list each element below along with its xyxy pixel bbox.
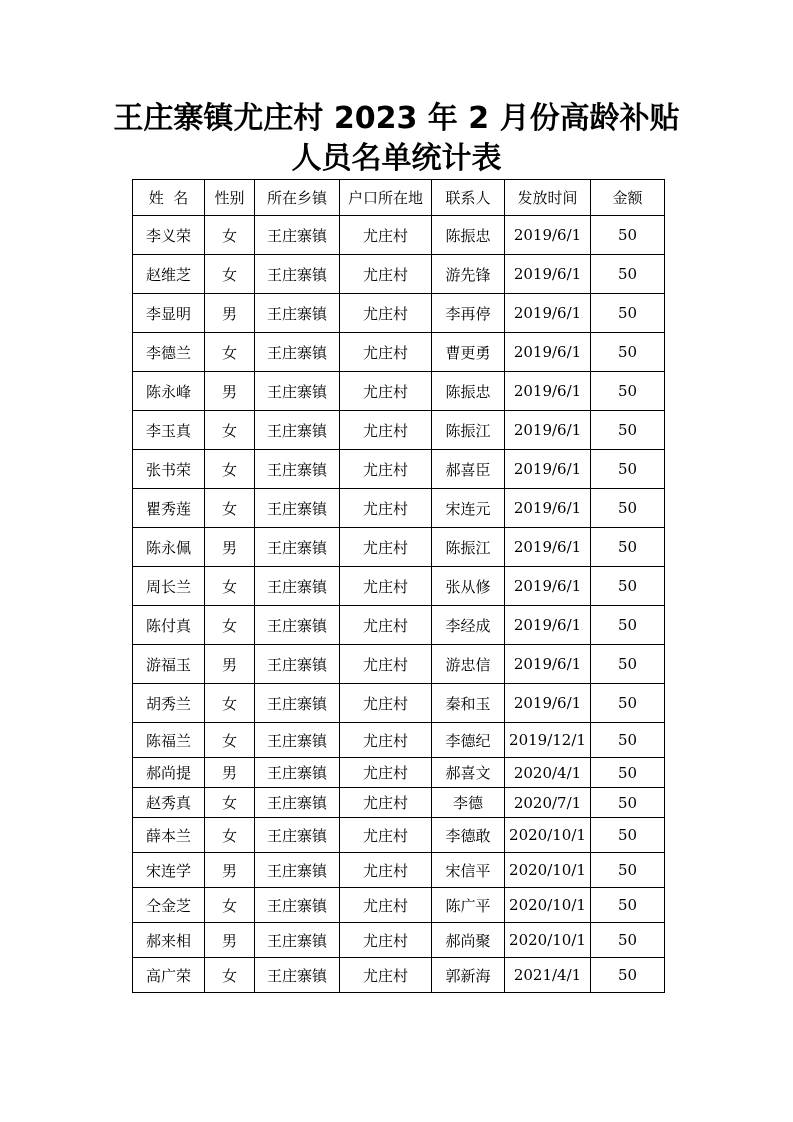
cell-gender: 女 xyxy=(205,255,255,294)
cell-amount: 50 xyxy=(591,645,665,684)
cell-gender: 男 xyxy=(205,294,255,333)
header-gender: 性别 xyxy=(205,180,255,216)
cell-gender: 女 xyxy=(205,567,255,606)
cell-gender: 女 xyxy=(205,606,255,645)
cell-issue-date: 2019/6/1 xyxy=(505,528,591,567)
cell-amount: 50 xyxy=(591,216,665,255)
cell-township: 王庄寨镇 xyxy=(255,923,340,958)
table-row xyxy=(133,216,665,255)
cell-name: 赵秀真 xyxy=(133,788,205,818)
subsidy-roster-table xyxy=(132,179,665,993)
cell-name: 陈福兰 xyxy=(133,723,205,758)
table-row xyxy=(133,567,665,606)
cell-name: 郝尚提 xyxy=(133,758,205,788)
cell-issue-date: 2020/10/1 xyxy=(505,888,591,923)
cell-amount: 50 xyxy=(591,294,665,333)
cell-contact-person: 李德 xyxy=(432,788,505,818)
cell-contact-person: 张从修 xyxy=(432,567,505,606)
cell-issue-date: 2019/6/1 xyxy=(505,294,591,333)
cell-township: 王庄寨镇 xyxy=(255,411,340,450)
cell-contact-person: 郝喜臣 xyxy=(432,450,505,489)
cell-contact-person: 陈振忠 xyxy=(432,372,505,411)
cell-gender: 女 xyxy=(205,788,255,818)
cell-township: 王庄寨镇 xyxy=(255,888,340,923)
cell-contact-person: 李再停 xyxy=(432,294,505,333)
cell-amount: 50 xyxy=(591,684,665,723)
cell-township: 王庄寨镇 xyxy=(255,255,340,294)
cell-amount: 50 xyxy=(591,333,665,372)
table-row xyxy=(133,645,665,684)
cell-township: 王庄寨镇 xyxy=(255,372,340,411)
cell-issue-date: 2019/6/1 xyxy=(505,333,591,372)
cell-name: 陈付真 xyxy=(133,606,205,645)
table-row xyxy=(133,788,665,818)
cell-amount: 50 xyxy=(591,255,665,294)
cell-gender: 男 xyxy=(205,528,255,567)
cell-gender: 女 xyxy=(205,450,255,489)
cell-name: 李玉真 xyxy=(133,411,205,450)
cell-township: 王庄寨镇 xyxy=(255,723,340,758)
cell-name: 薛本兰 xyxy=(133,818,205,853)
cell-name: 高广荣 xyxy=(133,958,205,993)
cell-name: 赵维芝 xyxy=(133,255,205,294)
cell-name: 仝金芝 xyxy=(133,888,205,923)
cell-amount: 50 xyxy=(591,450,665,489)
table-row xyxy=(133,411,665,450)
cell-township: 王庄寨镇 xyxy=(255,788,340,818)
cell-amount: 50 xyxy=(591,818,665,853)
cell-household-registration: 尤庄村 xyxy=(340,372,432,411)
cell-township: 王庄寨镇 xyxy=(255,818,340,853)
table-row xyxy=(133,923,665,958)
cell-amount: 50 xyxy=(591,372,665,411)
table-row xyxy=(133,255,665,294)
cell-contact-person: 郝喜文 xyxy=(432,758,505,788)
cell-gender: 女 xyxy=(205,723,255,758)
document-title-line-1: 王庄寨镇尤庄村 2023 年 2 月份高龄补贴 xyxy=(113,101,680,136)
cell-contact-person: 郝尚聚 xyxy=(432,923,505,958)
cell-contact-person: 秦和玉 xyxy=(432,684,505,723)
cell-gender: 男 xyxy=(205,923,255,958)
cell-gender: 女 xyxy=(205,684,255,723)
table-header xyxy=(133,180,665,216)
table-row xyxy=(133,372,665,411)
cell-township: 王庄寨镇 xyxy=(255,758,340,788)
cell-township: 王庄寨镇 xyxy=(255,528,340,567)
cell-household-registration: 尤庄村 xyxy=(340,294,432,333)
cell-household-registration: 尤庄村 xyxy=(340,216,432,255)
cell-gender: 女 xyxy=(205,411,255,450)
cell-gender: 女 xyxy=(205,489,255,528)
cell-amount: 50 xyxy=(591,567,665,606)
cell-name: 胡秀兰 xyxy=(133,684,205,723)
cell-amount: 50 xyxy=(591,489,665,528)
header-row xyxy=(133,180,665,216)
cell-township: 王庄寨镇 xyxy=(255,645,340,684)
cell-amount: 50 xyxy=(591,606,665,645)
table-body xyxy=(133,216,665,993)
cell-contact-person: 宋连元 xyxy=(432,489,505,528)
cell-issue-date: 2020/7/1 xyxy=(505,788,591,818)
cell-name: 李德兰 xyxy=(133,333,205,372)
cell-gender: 女 xyxy=(205,216,255,255)
cell-amount: 50 xyxy=(591,758,665,788)
cell-gender: 女 xyxy=(205,818,255,853)
cell-name: 宋连学 xyxy=(133,853,205,888)
cell-contact-person: 曹更勇 xyxy=(432,333,505,372)
cell-household-registration: 尤庄村 xyxy=(340,853,432,888)
cell-township: 王庄寨镇 xyxy=(255,853,340,888)
table-row xyxy=(133,294,665,333)
table-row xyxy=(133,606,665,645)
cell-township: 王庄寨镇 xyxy=(255,216,340,255)
cell-household-registration: 尤庄村 xyxy=(340,411,432,450)
cell-issue-date: 2020/10/1 xyxy=(505,923,591,958)
cell-amount: 50 xyxy=(591,853,665,888)
cell-name: 张书荣 xyxy=(133,450,205,489)
cell-issue-date: 2019/6/1 xyxy=(505,489,591,528)
cell-issue-date: 2020/4/1 xyxy=(505,758,591,788)
cell-household-registration: 尤庄村 xyxy=(340,958,432,993)
cell-household-registration: 尤庄村 xyxy=(340,645,432,684)
cell-issue-date: 2019/6/1 xyxy=(505,216,591,255)
cell-issue-date: 2020/10/1 xyxy=(505,853,591,888)
cell-contact-person: 陈广平 xyxy=(432,888,505,923)
cell-gender: 男 xyxy=(205,645,255,684)
cell-issue-date: 2019/6/1 xyxy=(505,372,591,411)
cell-household-registration: 尤庄村 xyxy=(340,923,432,958)
cell-issue-date: 2019/6/1 xyxy=(505,684,591,723)
cell-contact-person: 李经成 xyxy=(432,606,505,645)
cell-name: 陈永峰 xyxy=(133,372,205,411)
cell-issue-date: 2019/6/1 xyxy=(505,255,591,294)
table-row xyxy=(133,489,665,528)
cell-gender: 男 xyxy=(205,372,255,411)
cell-gender: 女 xyxy=(205,333,255,372)
cell-amount: 50 xyxy=(591,788,665,818)
cell-issue-date: 2019/12/1 xyxy=(505,723,591,758)
cell-issue-date: 2019/6/1 xyxy=(505,606,591,645)
cell-household-registration: 尤庄村 xyxy=(340,333,432,372)
cell-gender: 女 xyxy=(205,888,255,923)
cell-amount: 50 xyxy=(591,528,665,567)
table-row xyxy=(133,723,665,758)
cell-contact-person: 郭新海 xyxy=(432,958,505,993)
cell-household-registration: 尤庄村 xyxy=(340,684,432,723)
table-row xyxy=(133,528,665,567)
cell-amount: 50 xyxy=(591,923,665,958)
cell-issue-date: 2019/6/1 xyxy=(505,450,591,489)
cell-name: 周长兰 xyxy=(133,567,205,606)
cell-issue-date: 2021/4/1 xyxy=(505,958,591,993)
cell-contact-person: 陈振江 xyxy=(432,411,505,450)
cell-amount: 50 xyxy=(591,411,665,450)
table-row xyxy=(133,853,665,888)
cell-contact-person: 宋信平 xyxy=(432,853,505,888)
cell-contact-person: 李德纪 xyxy=(432,723,505,758)
cell-gender: 男 xyxy=(205,853,255,888)
cell-gender: 女 xyxy=(205,958,255,993)
table-row xyxy=(133,333,665,372)
table-row xyxy=(133,450,665,489)
cell-issue-date: 2020/10/1 xyxy=(505,818,591,853)
cell-township: 王庄寨镇 xyxy=(255,333,340,372)
cell-township: 王庄寨镇 xyxy=(255,294,340,333)
header-township: 所在乡镇 xyxy=(255,180,340,216)
cell-contact-person: 陈振忠 xyxy=(432,216,505,255)
cell-household-registration: 尤庄村 xyxy=(340,758,432,788)
cell-household-registration: 尤庄村 xyxy=(340,818,432,853)
cell-amount: 50 xyxy=(591,723,665,758)
cell-household-registration: 尤庄村 xyxy=(340,528,432,567)
cell-township: 王庄寨镇 xyxy=(255,450,340,489)
header-name: 姓 名 xyxy=(133,180,205,216)
cell-township: 王庄寨镇 xyxy=(255,606,340,645)
document-title-line-2: 人员名单统计表 xyxy=(291,141,502,176)
cell-township: 王庄寨镇 xyxy=(255,489,340,528)
cell-name: 李义荣 xyxy=(133,216,205,255)
cell-household-registration: 尤庄村 xyxy=(340,255,432,294)
cell-household-registration: 尤庄村 xyxy=(340,788,432,818)
cell-issue-date: 2019/6/1 xyxy=(505,567,591,606)
cell-issue-date: 2019/6/1 xyxy=(505,411,591,450)
cell-name: 郝来相 xyxy=(133,923,205,958)
cell-contact-person: 陈振江 xyxy=(432,528,505,567)
cell-household-registration: 尤庄村 xyxy=(340,606,432,645)
cell-amount: 50 xyxy=(591,958,665,993)
cell-township: 王庄寨镇 xyxy=(255,567,340,606)
table-row xyxy=(133,958,665,993)
cell-township: 王庄寨镇 xyxy=(255,958,340,993)
header-issue-date: 发放时间 xyxy=(505,180,591,216)
cell-name: 陈永佩 xyxy=(133,528,205,567)
cell-issue-date: 2019/6/1 xyxy=(505,645,591,684)
table-row xyxy=(133,818,665,853)
cell-amount: 50 xyxy=(591,888,665,923)
table-row xyxy=(133,684,665,723)
cell-contact-person: 游先锋 xyxy=(432,255,505,294)
cell-household-registration: 尤庄村 xyxy=(340,567,432,606)
header-amount: 金额 xyxy=(591,180,665,216)
cell-name: 李显明 xyxy=(133,294,205,333)
cell-contact-person: 李德敢 xyxy=(432,818,505,853)
cell-name: 瞿秀莲 xyxy=(133,489,205,528)
header-contact-person: 联系人 xyxy=(432,180,505,216)
cell-name: 游福玉 xyxy=(133,645,205,684)
cell-contact-person: 游忠信 xyxy=(432,645,505,684)
cell-household-registration: 尤庄村 xyxy=(340,723,432,758)
cell-household-registration: 尤庄村 xyxy=(340,888,432,923)
table-row xyxy=(133,758,665,788)
header-household-registration: 户口所在地 xyxy=(340,180,432,216)
cell-gender: 男 xyxy=(205,758,255,788)
cell-household-registration: 尤庄村 xyxy=(340,450,432,489)
table-row xyxy=(133,888,665,923)
cell-township: 王庄寨镇 xyxy=(255,684,340,723)
cell-household-registration: 尤庄村 xyxy=(340,489,432,528)
